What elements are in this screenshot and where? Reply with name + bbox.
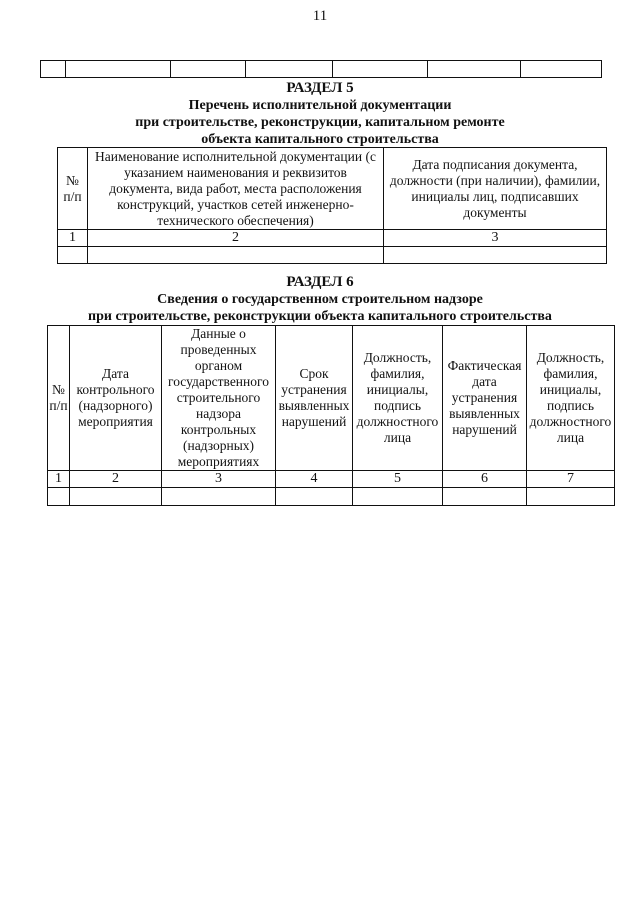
column-number: 3 — [162, 471, 276, 488]
column-header-official-signature: Должность, фамилия, инициалы, подпись должностного лица — [353, 326, 443, 471]
table-cell — [428, 61, 521, 78]
column-numbers-row — [48, 471, 615, 488]
column-number: 2 — [70, 471, 162, 488]
table-header-row — [58, 148, 607, 230]
table-cell — [333, 61, 428, 78]
table-cell — [443, 488, 527, 506]
page-number: 11 — [312, 8, 328, 24]
section5-subtitle-line: объекта капитального строительства — [201, 132, 439, 147]
table-cell — [58, 247, 88, 264]
section6-subtitle-line: при строительстве, реконструкции объекта капитального строительства — [88, 309, 552, 324]
section6-table — [47, 325, 615, 506]
column-header-official-signature-2: Должность, фамилия, инициалы, подпись должностного лица — [527, 326, 615, 471]
column-number: 4 — [276, 471, 353, 488]
section5-table — [57, 147, 607, 264]
table-row — [58, 247, 607, 264]
column-header-signing-date: Дата подписания документа, должности (при наличии), фамилии, инициалы лиц, подписавших документы — [384, 148, 607, 230]
column-number: 5 — [353, 471, 443, 488]
column-numbers-row — [58, 230, 607, 247]
column-header-actual-remediation-date: Фактическая дата устранения выявленных нарушений — [443, 326, 527, 471]
column-number: 3 — [384, 230, 607, 247]
previous-table-fragment — [40, 60, 602, 78]
table-cell — [276, 488, 353, 506]
section5-title: РАЗДЕЛ 5 — [286, 80, 354, 96]
section6-subtitle-line: Сведения о государственном строительном надзоре — [157, 292, 483, 307]
table-cell — [66, 61, 171, 78]
table-row — [48, 488, 615, 506]
table-cell — [246, 61, 333, 78]
column-number: 6 — [443, 471, 527, 488]
column-header-inspection-data: Данные о проведенных органом государственного строительного надзора контрольных (надзорных) мероприятиях — [162, 326, 276, 471]
table-cell — [70, 488, 162, 506]
column-number: 1 — [48, 471, 70, 488]
table-cell — [162, 488, 276, 506]
table-cell — [41, 61, 66, 78]
column-header-number: № п/п — [48, 326, 70, 471]
table-cell — [384, 247, 607, 264]
table-cell — [171, 61, 246, 78]
column-header-number: № п/п — [58, 148, 88, 230]
column-header-inspection-date: Дата контрольного (надзорного) мероприятия — [70, 326, 162, 471]
table-cell — [521, 61, 602, 78]
table-cell — [88, 247, 384, 264]
section5-subtitle-line: Перечень исполнительной документации — [188, 98, 452, 113]
column-header-remediation-deadline: Срок устранения выявленных нарушений — [276, 326, 353, 471]
column-header-document-name: Наименование исполнительной документации (с указанием наименования и реквизитов документа, вида работ, места расположения конструкций, участков сетей инженерно- технического обеспечения) — [88, 148, 384, 230]
table-header-row — [48, 326, 615, 471]
table-cell — [48, 488, 70, 506]
column-number: 1 — [58, 230, 88, 247]
table-cell — [527, 488, 615, 506]
column-number: 7 — [527, 471, 615, 488]
section5-subtitle-line: при строительстве, реконструкции, капитальном ремонте — [135, 115, 505, 130]
section6-title: РАЗДЕЛ 6 — [286, 274, 354, 290]
table-cell — [353, 488, 443, 506]
column-number: 2 — [88, 230, 384, 247]
